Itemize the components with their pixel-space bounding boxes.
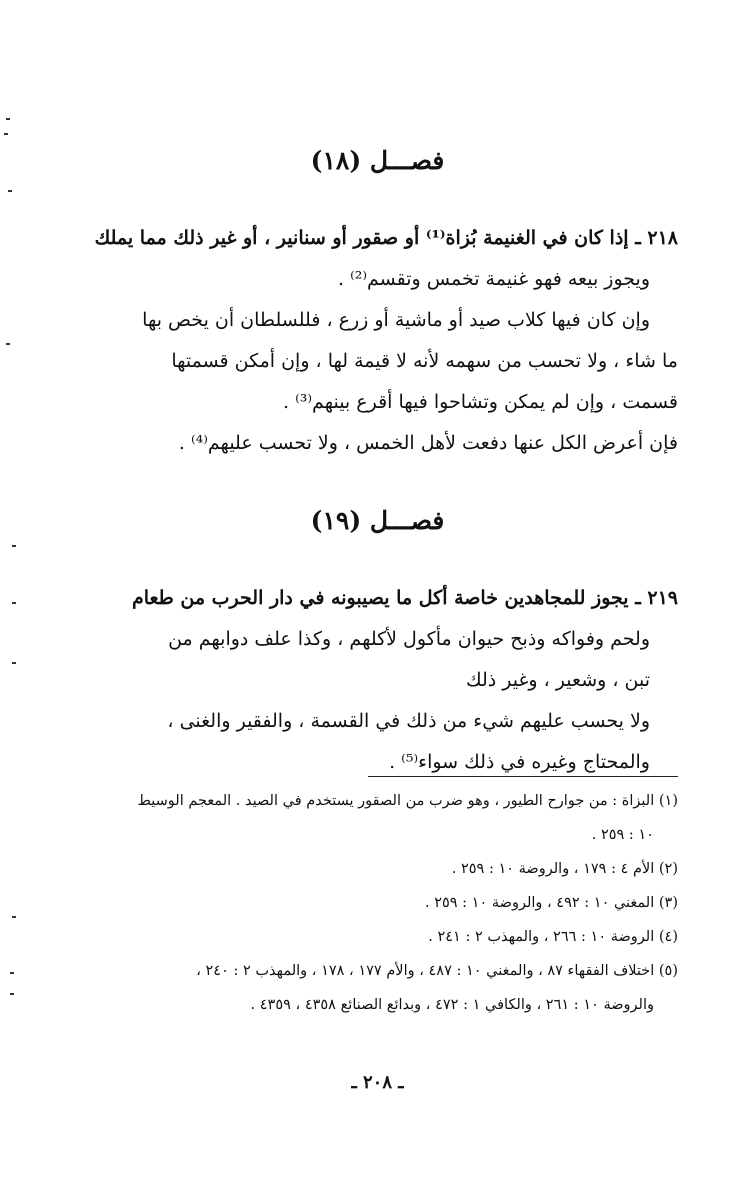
paragraph-218-line-1: ٢١٨ ـ إذا كان في الغنيمة بُزاة⁽¹⁾ أو صقور أو سنانير ، أو غير ذلك مما يملك [94, 227, 678, 249]
paragraph-219-line-1: ٢١٩ ـ يجوز للمجاهدين خاصة أكل ما يصيبونه في دار الحرب من طعام [131, 587, 678, 609]
scan-speck [6, 118, 10, 120]
section-18-heading: فصـــل (١٨) [310, 146, 445, 175]
footnote-1-line-1: (١) البزاة : من جوارح الطيور ، وهو ضرب من الصقور يستخدم في الصيد . المعجم الوسيط [137, 793, 678, 809]
section-19-body [100, 578, 678, 783]
footnote-5-line-1: (٥) اختلاف الفقهاء ٨٧ ، والمغني ١٠ : ٤٨٧ ، والأم ١٧٧ ، ١٧٨ ، والمهذب ٢ : ٢٤٠ ، [196, 963, 678, 979]
scan-speck [12, 545, 16, 547]
footnote-4: (٤) الروضة ١٠ : ٢٦٦ ، والمهذب ٢ : ٢٤١ . [428, 929, 678, 945]
scan-speck [10, 972, 14, 974]
paragraph-219-line-3: تبن ، وشعير ، وغير ذلك [465, 669, 650, 691]
footnote-divider [368, 776, 678, 777]
scan-speck [12, 916, 16, 918]
paragraph-219-line-2: ولحم وفواكه وذبح حيوان مأكول لأكلهم ، وكذا علف دوابهم من [168, 628, 650, 650]
footnote-2: (٢) الأم ٤ : ١٧٩ ، والروضة ١٠ : ٢٥٩ . [451, 861, 678, 877]
scan-speck [12, 662, 16, 664]
paragraph-218-line-2: ويجوز بيعه فهو غنيمة تخمس وتقسم⁽²⁾ . [338, 268, 650, 290]
page-number: ـ ٢٠٨ ـ [351, 1072, 404, 1093]
scan-speck [10, 993, 14, 995]
scan-speck [8, 190, 12, 192]
scan-speck [4, 133, 8, 135]
section-18-body [94, 218, 678, 464]
paragraph-218-line-6: فإن أعرض الكل عنها دفعت لأهل الخمس ، ولا تحسب عليهم⁽⁴⁾ . [178, 432, 678, 454]
paragraph-218-line-5: قسمت ، وإن لم يمكن وتشاحوا فيها أقرع بينهم⁽³⁾ . [283, 391, 678, 413]
paragraph-219-line-4: ولا يحسب عليهم شيء من ذلك في القسمة ، والفقير والغنى ، [167, 710, 650, 732]
paragraph-218-line-4: ما شاء ، ولا تحسب من سهمه لأنه لا قيمة لها ، وإن أمكن قسمتها [171, 350, 678, 372]
paragraph-218-line-3: وإن كان فيها كلاب صيد أو ماشية أو زرع ، فللسلطان أن يخص بها [142, 309, 650, 331]
section-19-heading: فصـــل (١٩) [310, 506, 445, 535]
footnote-5-line-2: والروضة ١٠ : ٢٦١ ، والكافي ١ : ٤٧٢ ، وبدائع الصنائع ٤٣٥٨ ، ٤٣٥٩ . [250, 997, 654, 1013]
scan-speck [6, 343, 10, 345]
paragraph-219-line-5: والمحتاج وغيره في ذلك سواء⁽⁵⁾ . [389, 751, 650, 773]
footnote-3: (٣) المغني ١٠ : ٤٩٢ ، والروضة ١٠ : ٢٥٩ . [424, 895, 678, 911]
footnotes [110, 784, 678, 1022]
footnote-1-line-2: ١٠ : ٢٥٩ . [591, 827, 654, 843]
scan-speck [12, 602, 16, 604]
